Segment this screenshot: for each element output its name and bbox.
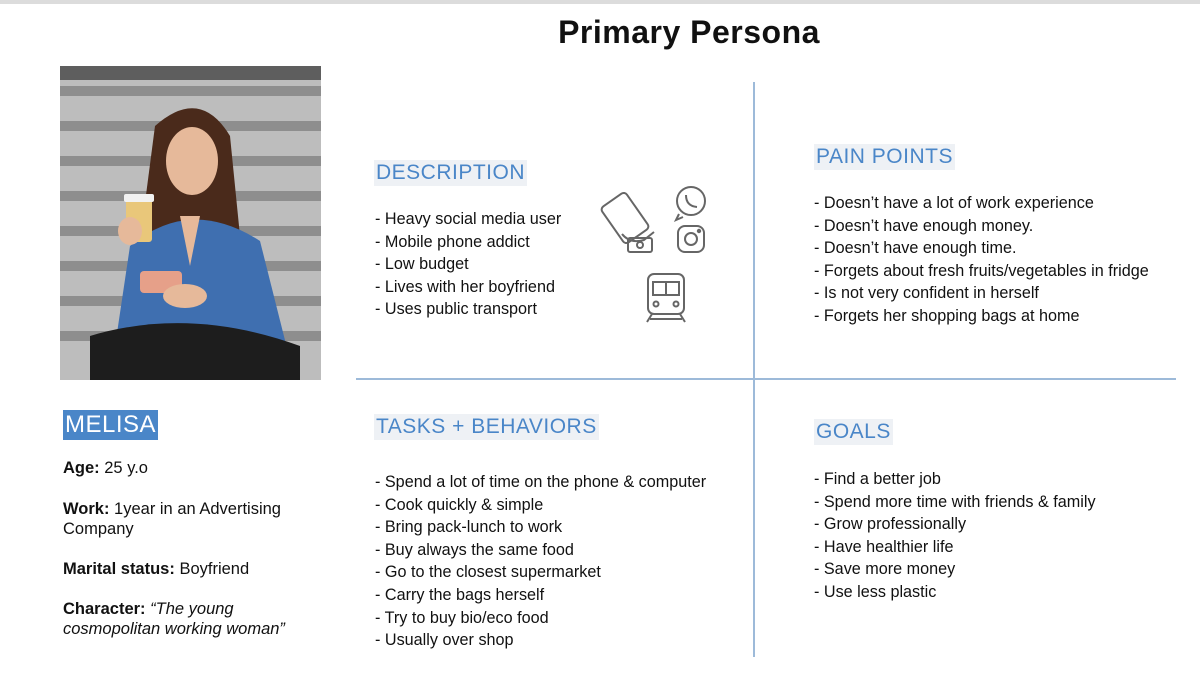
tasks-list xyxy=(375,471,706,652)
instagram-icon xyxy=(678,226,704,252)
work-label: Work: xyxy=(63,500,110,518)
list-item: - Forgets about fresh fruits/vegetables in fridge xyxy=(814,261,1149,280)
description-heading: DESCRIPTION xyxy=(376,161,526,184)
list-item: - Spend more time with friends & family xyxy=(814,492,1096,511)
list-item: - Save more money xyxy=(814,560,956,579)
persona-name: MELISA xyxy=(65,411,157,438)
list-item: - Mobile phone addict xyxy=(375,232,530,251)
persona-marital-status xyxy=(63,559,323,579)
goals-list xyxy=(814,468,1096,604)
tasks-heading: TASKS + BEHAVIORS xyxy=(376,415,597,438)
list-item: - Doesn’t have a lot of work experience xyxy=(814,194,1094,212)
list-item: - Is not very confident in herself xyxy=(814,284,1039,303)
list-item: - Have healthier life xyxy=(814,537,954,556)
list-item: - Heavy social media user xyxy=(375,210,562,228)
character-value: “The young cosmopolitan working woman” xyxy=(63,600,285,638)
list-item: - Cook quickly & simple xyxy=(375,495,544,514)
list-item: - Usually over shop xyxy=(375,631,514,650)
pain-points-heading: PAIN POINTS xyxy=(816,145,953,168)
persona-work xyxy=(63,499,323,539)
page-title: Primary Persona xyxy=(558,14,820,50)
goals-heading: GOALS xyxy=(816,420,891,443)
list-item: - Lives with her boyfriend xyxy=(375,277,555,296)
persona-character xyxy=(63,599,323,639)
list-item: - Grow professionally xyxy=(814,515,967,534)
character-label: Character: xyxy=(63,600,146,618)
list-item: - Uses public transport xyxy=(375,300,537,319)
work-value: 1year in an Advertising Company xyxy=(63,500,281,538)
list-item: - Go to the closest supermarket xyxy=(375,563,601,582)
train-icon xyxy=(647,274,685,322)
age-label: Age: xyxy=(63,459,100,477)
age-value: 25 y.o xyxy=(99,459,148,477)
vertical-divider xyxy=(753,82,755,657)
persona-photo xyxy=(60,66,321,380)
list-item: - Buy always the same food xyxy=(375,540,574,559)
list-item: - Forgets her shopping bags at home xyxy=(814,306,1080,325)
list-item: - Try to buy bio/eco food xyxy=(375,608,549,627)
list-item: - Use less plastic xyxy=(814,582,937,601)
list-item: - Bring pack-lunch to work xyxy=(375,518,563,537)
list-item: - Find a better job xyxy=(814,470,941,488)
marital-label: Marital status: xyxy=(63,560,175,578)
list-item: - Doesn’t have enough time. xyxy=(814,239,1017,258)
top-border xyxy=(0,0,1200,4)
list-item: - Carry the bags herself xyxy=(375,585,545,604)
list-item: - Spend a lot of time on the phone & computer xyxy=(375,473,707,491)
whatsapp-icon xyxy=(676,187,705,220)
description-list xyxy=(375,208,561,321)
description-icons xyxy=(600,182,720,327)
marital-value: Boyfriend xyxy=(174,560,250,578)
horizontal-divider xyxy=(356,378,1176,380)
persona-age xyxy=(63,458,323,478)
list-item: - Low budget xyxy=(375,255,469,274)
hand-phone-icon xyxy=(600,191,654,252)
list-item: - Doesn’t have enough money. xyxy=(814,216,1034,235)
pain-points-list xyxy=(814,192,1149,328)
